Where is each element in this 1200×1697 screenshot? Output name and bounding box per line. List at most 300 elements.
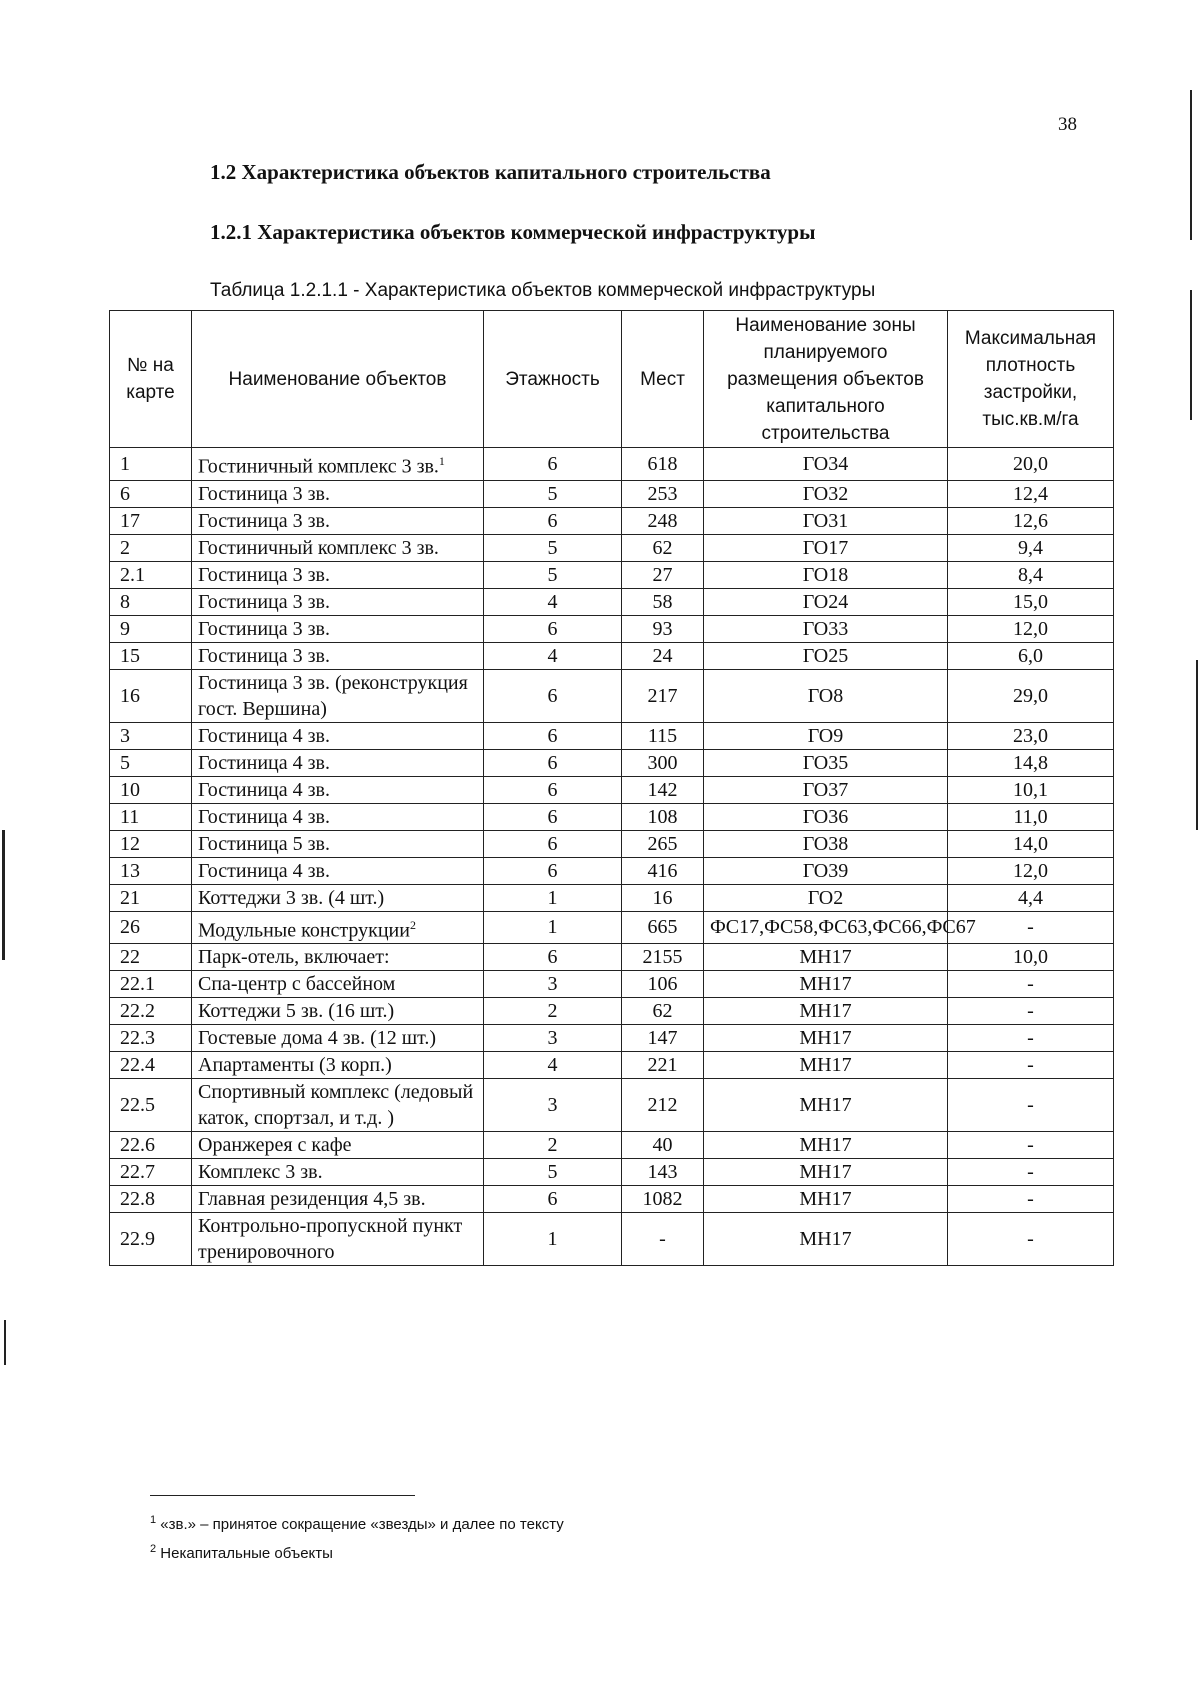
table-row: [110, 1213, 1114, 1266]
cell-text: Комплекс 3 зв.: [198, 1161, 323, 1184]
table-cell: [704, 722, 948, 749]
cell-text: 22.2: [120, 1000, 155, 1023]
cell-text: 4: [547, 1054, 558, 1077]
table-cell: [110, 507, 192, 534]
table-cell: [192, 1132, 484, 1159]
table-cell: [622, 722, 704, 749]
table-cell: [704, 1186, 948, 1213]
table-row: [110, 588, 1114, 615]
table-cell: [948, 1052, 1114, 1079]
cell-text: ГО34: [802, 452, 849, 475]
table-cell: [110, 480, 192, 507]
table-cell: [704, 1025, 948, 1052]
table-cell: [948, 480, 1114, 507]
table-cell: [192, 588, 484, 615]
table-cell: [110, 722, 192, 749]
table-cell: [110, 534, 192, 561]
table-cell: [110, 884, 192, 911]
table-cell: [704, 1052, 948, 1079]
cell-text: 15,0: [1013, 590, 1048, 613]
cell-text: 20,0: [1013, 452, 1048, 475]
cell-text: 248: [647, 509, 678, 532]
table-cell: [484, 1025, 622, 1052]
cell-text: -: [1027, 1228, 1034, 1251]
cell-text: -: [1027, 916, 1034, 939]
cell-text: 6: [547, 452, 558, 475]
table-cell: [622, 971, 704, 998]
table-row: [110, 971, 1114, 998]
page-number: 38: [1058, 114, 1077, 135]
table-cell: [484, 1079, 622, 1132]
table-cell: [704, 480, 948, 507]
table-cell: [110, 1159, 192, 1186]
table-cell: [484, 998, 622, 1025]
table-cell: [622, 642, 704, 669]
table-cell: [484, 615, 622, 642]
column-header: Наименование зоны планируемого размещения объектов капитального строительства: [704, 311, 948, 448]
table-cell: [110, 642, 192, 669]
table-cell: [484, 857, 622, 884]
table-cell: [948, 1079, 1114, 1132]
scan-edge-mark: [1190, 90, 1192, 240]
table-cell: [484, 588, 622, 615]
cell-text: -: [1027, 1094, 1034, 1117]
cell-text: -: [1027, 1161, 1034, 1184]
table-row: [110, 1052, 1114, 1079]
table-cell: [622, 884, 704, 911]
cell-text: 16: [652, 886, 673, 909]
table-cell: [110, 971, 192, 998]
table-row: [110, 1159, 1114, 1186]
cell-text: 12,6: [1013, 509, 1048, 532]
table-cell: [484, 1132, 622, 1159]
cell-text: 4,4: [1018, 886, 1043, 909]
table-cell: [704, 615, 948, 642]
table-cell: [948, 448, 1114, 481]
table-cell: [622, 749, 704, 776]
column-header: Максимальная плотность застройки, тыс.кв.м/га: [948, 311, 1114, 448]
cell-text: 143: [647, 1161, 678, 1184]
cell-text: МН17: [799, 973, 852, 996]
footnote-text: «зв.» – принятое сокращение «звезды» и далее по тексту: [156, 1516, 564, 1533]
table-cell: [110, 1186, 192, 1213]
table-cell: [192, 911, 484, 944]
table-cell: [484, 448, 622, 481]
column-header: № на карте: [110, 311, 192, 448]
table-row: [110, 480, 1114, 507]
table-cell: [110, 911, 192, 944]
cell-text: Гостиница 4 зв.: [198, 805, 330, 828]
cell-text: 22: [120, 946, 140, 969]
footnote-mark: 1: [150, 1514, 157, 1526]
table-cell: [622, 669, 704, 722]
table-cell: [110, 561, 192, 588]
table-header-row: [110, 311, 1114, 448]
table-cell: [704, 749, 948, 776]
table-cell: [192, 480, 484, 507]
cell-text: 3: [547, 1094, 558, 1117]
footnotes: [150, 1495, 564, 1566]
table-cell: [192, 1025, 484, 1052]
cell-text: ГО18: [802, 563, 849, 586]
cell-text: Гостиничный комплекс 3 зв.: [198, 536, 439, 559]
cell-text: 5: [547, 536, 558, 559]
cell-text: ГО17: [802, 536, 849, 559]
cell-text: 5: [547, 1161, 558, 1184]
cell-text: 21: [120, 886, 140, 909]
table-cell: [192, 998, 484, 1025]
table-cell: [484, 534, 622, 561]
cell-text: 16: [120, 684, 140, 707]
table-cell: [622, 507, 704, 534]
cell-text: 4: [547, 590, 558, 613]
cell-text: 22.4: [120, 1054, 155, 1077]
cell-text: 6: [547, 778, 558, 801]
cell-text: 8: [120, 590, 130, 613]
table-cell: [704, 561, 948, 588]
table-row: [110, 561, 1114, 588]
footnote-divider: [150, 1495, 415, 1496]
cell-text: -: [1027, 1188, 1034, 1211]
table-cell: [948, 561, 1114, 588]
cell-text: 14,8: [1013, 751, 1048, 774]
table-cell: [192, 749, 484, 776]
cell-text: Гостиница 5 зв.: [198, 832, 330, 855]
table-cell: [484, 884, 622, 911]
table-cell: [948, 1159, 1114, 1186]
table-cell: [704, 971, 948, 998]
cell-text: 10,0: [1013, 946, 1048, 969]
table-cell: [484, 507, 622, 534]
cell-text: 2: [547, 1000, 558, 1023]
table-cell: [622, 561, 704, 588]
table-row: [110, 1186, 1114, 1213]
table-cell: [110, 944, 192, 971]
table-cell: [622, 998, 704, 1025]
table-cell: [192, 1213, 484, 1266]
cell-text: МН17: [799, 1188, 852, 1211]
cell-text: 13: [120, 859, 140, 882]
table-cell: [622, 911, 704, 944]
column-header: Этажность: [484, 311, 622, 448]
cell-text: ГО36: [802, 805, 849, 828]
cell-text: 212: [647, 1094, 678, 1117]
subsection-heading: 1.2.1 Характеристика объектов коммерческой инфраструктуры: [210, 220, 816, 244]
cell-text: ГО2: [807, 886, 844, 909]
cell-text: ГО37: [802, 778, 849, 801]
table-cell: [110, 588, 192, 615]
cell-text: 24: [652, 644, 673, 667]
cell-text: 1: [547, 1228, 558, 1251]
table-row: [110, 944, 1114, 971]
table-cell: [192, 448, 484, 481]
cell-text: 6: [547, 859, 558, 882]
cell-text: ГО9: [807, 724, 844, 747]
cell-text: Гостиница 3 зв.: [198, 563, 330, 586]
cell-text: 265: [647, 832, 678, 855]
table-cell: [622, 1132, 704, 1159]
cell-text: Оранжерея с кафе: [198, 1134, 352, 1157]
cell-text: 26: [120, 916, 140, 939]
cell-text: 12: [120, 832, 140, 855]
cell-text: МН17: [799, 1161, 852, 1184]
cell-text: 29,0: [1013, 684, 1048, 707]
cell-text: Гостиница 3 зв.: [198, 590, 330, 613]
table-cell: [622, 588, 704, 615]
table-cell: [484, 944, 622, 971]
column-header: Наименование объектов: [192, 311, 484, 448]
table-cell: [110, 857, 192, 884]
footnote-mark: 2: [150, 1543, 157, 1555]
table-cell: [110, 803, 192, 830]
table-cell: [948, 534, 1114, 561]
table-cell: [484, 911, 622, 944]
cell-text: 22.9: [120, 1228, 155, 1251]
table-cell: [622, 1079, 704, 1132]
table-cell: [704, 944, 948, 971]
cell-text: МН17: [799, 1000, 852, 1023]
cell-text: -: [1027, 973, 1034, 996]
cell-text: 6: [547, 751, 558, 774]
table-cell: [192, 830, 484, 857]
footnote-ref: 1: [438, 454, 445, 468]
footnote-ref: 2: [409, 917, 416, 932]
cell-text: ФС17,ФС58,ФС63,ФС66,ФС67: [710, 916, 976, 939]
footnote: [150, 1537, 564, 1566]
table-cell: [622, 534, 704, 561]
cell-text: 108: [647, 805, 678, 828]
table-cell: [484, 722, 622, 749]
table-cell: [110, 998, 192, 1025]
cell-text: 6: [547, 805, 558, 828]
table-cell: [622, 615, 704, 642]
cell-text: 5: [547, 563, 558, 586]
cell-text: 1: [547, 916, 558, 939]
table-cell: [192, 776, 484, 803]
table-cell: [192, 971, 484, 998]
cell-text: Гостиница 3 зв.: [198, 644, 330, 667]
cell-text: 93: [652, 617, 673, 640]
table-cell: [192, 857, 484, 884]
cell-text: 17: [120, 509, 140, 532]
table-cell: [704, 857, 948, 884]
cell-text: 22.6: [120, 1134, 155, 1157]
cell-text: ГО31: [802, 509, 849, 532]
table-cell: [622, 1186, 704, 1213]
scan-edge-mark: [1196, 660, 1198, 830]
scan-edge-mark: [4, 1320, 6, 1365]
table-cell: [704, 669, 948, 722]
cell-text: Гостиница 4 зв.: [198, 859, 330, 882]
table-cell: [622, 830, 704, 857]
cell-text: 40: [652, 1134, 673, 1157]
table-cell: [948, 642, 1114, 669]
table-row: [110, 884, 1114, 911]
table-cell: [948, 1213, 1114, 1266]
cell-text: 9: [120, 617, 130, 640]
table-cell: [704, 1213, 948, 1266]
cell-text: 14,0: [1013, 832, 1048, 855]
table-cell: [948, 749, 1114, 776]
cell-text: 4: [547, 644, 558, 667]
cell-text: ГО25: [802, 644, 849, 667]
table-cell: [484, 669, 622, 722]
column-header: Мест: [622, 311, 704, 448]
table-cell: [948, 803, 1114, 830]
table-cell: [704, 588, 948, 615]
table-cell: [110, 1213, 192, 1266]
table-cell: [484, 642, 622, 669]
cell-text: Апартаменты (3 корп.): [198, 1054, 392, 1077]
cell-text: 6: [547, 684, 558, 707]
table-cell: [192, 944, 484, 971]
table-cell: [192, 669, 484, 722]
cell-text: Гостевые дома 4 зв. (12 шт.): [198, 1027, 437, 1050]
table-cell: [484, 480, 622, 507]
table-cell: [622, 944, 704, 971]
cell-text: 3: [547, 1027, 558, 1050]
table-cell: [704, 998, 948, 1025]
cell-text: 142: [647, 778, 678, 801]
section-heading: 1.2 Характеристика объектов капитального строительства: [210, 160, 771, 184]
cell-text: 1: [547, 886, 558, 909]
table-cell: [704, 1159, 948, 1186]
cell-text: 10: [120, 778, 140, 801]
cell-text: 2: [120, 536, 130, 559]
table-cell: [704, 830, 948, 857]
cell-text: Коттеджи 5 зв. (16 шт.): [198, 1000, 395, 1023]
table-row: [110, 776, 1114, 803]
table-cell: [192, 507, 484, 534]
cell-text: 618: [647, 452, 678, 475]
table-cell: [192, 722, 484, 749]
table-row: [110, 448, 1114, 481]
table-cell: [110, 615, 192, 642]
table-cell: [110, 448, 192, 481]
footnote-list: [150, 1508, 564, 1566]
cell-text: 2: [547, 1134, 558, 1157]
cell-text: МН17: [799, 1054, 852, 1077]
cell-text: 11: [120, 805, 140, 828]
table-row: [110, 998, 1114, 1025]
cell-text: 8,4: [1018, 563, 1043, 586]
cell-text: 12,4: [1013, 482, 1048, 505]
cell-text: 22.1: [120, 973, 155, 996]
cell-text: 221: [647, 1054, 678, 1077]
table-cell: [484, 830, 622, 857]
cell-text: Гостиница 3 зв.: [198, 509, 330, 532]
table-row: [110, 534, 1114, 561]
table-row: [110, 1025, 1114, 1052]
cell-text: -: [1027, 1134, 1034, 1157]
table-cell: [704, 884, 948, 911]
cell-text: 58: [652, 590, 673, 613]
cell-text: МН17: [799, 1027, 852, 1050]
cell-text: 22.5: [120, 1094, 155, 1117]
cell-text: 62: [652, 1000, 673, 1023]
table-cell: [948, 507, 1114, 534]
table-cell: [484, 776, 622, 803]
cell-text: МН17: [799, 1134, 852, 1157]
table-cell: [704, 1079, 948, 1132]
table-cell: [948, 1186, 1114, 1213]
cell-text: -: [1027, 1000, 1034, 1023]
cell-text: 6: [547, 832, 558, 855]
cell-text: 3: [120, 724, 130, 747]
cell-text: МН17: [799, 1094, 852, 1117]
table-row: [110, 749, 1114, 776]
table-cell: [484, 1186, 622, 1213]
cell-text: Спа-центр с бассейном: [198, 973, 396, 996]
cell-text: МН17: [799, 1228, 852, 1251]
cell-text: 9,4: [1018, 536, 1043, 559]
cell-text: 147: [647, 1027, 678, 1050]
cell-text: 15: [120, 644, 140, 667]
table-cell: [948, 998, 1114, 1025]
table-cell: [704, 911, 976, 944]
cell-text: 10,1: [1013, 778, 1048, 801]
table-cell: [948, 776, 1114, 803]
cell-text: 6: [547, 946, 558, 969]
cell-text: Гостиница 4 зв.: [198, 751, 330, 774]
table-cell: [622, 857, 704, 884]
table-row: [110, 911, 1114, 944]
table-row: [110, 507, 1114, 534]
table-cell: [622, 1159, 704, 1186]
cell-text: Коттеджи 3 зв. (4 шт.): [198, 886, 385, 909]
cell-text: 11,0: [1013, 805, 1048, 828]
table-cell: [704, 1132, 948, 1159]
cell-text: 300: [647, 751, 678, 774]
table-cell: [484, 971, 622, 998]
table-row: [110, 722, 1114, 749]
table-row: [110, 1132, 1114, 1159]
table-cell: [192, 884, 484, 911]
cell-text: 6: [547, 724, 558, 747]
table-cell: [704, 803, 948, 830]
table-cell: [622, 448, 704, 481]
cell-text: 3: [547, 973, 558, 996]
table-cell: [704, 448, 948, 481]
table-cell: [948, 1025, 1114, 1052]
table-row: [110, 642, 1114, 669]
cell-text: 22.3: [120, 1027, 155, 1050]
cell-text: Гостиница 3 зв. (реконструкция гост. Вершина): [198, 671, 468, 720]
table-cell: [622, 776, 704, 803]
cell-text: 5: [120, 751, 130, 774]
scan-edge-mark: [1190, 290, 1192, 420]
cell-text: Главная резиденция 4,5 зв.: [198, 1188, 426, 1211]
cell-text: 22.8: [120, 1188, 155, 1211]
cell-text: ГО39: [802, 859, 849, 882]
table-cell: [484, 561, 622, 588]
cell-text: -: [1027, 1027, 1034, 1050]
cell-text: 665: [647, 916, 678, 939]
table-row: [110, 1079, 1114, 1132]
table-cell: [484, 1213, 622, 1266]
table-cell: [484, 749, 622, 776]
table-cell: [110, 1132, 192, 1159]
cell-text: Спортивный комплекс (ледовый каток, спортзал, и т.д. ): [198, 1081, 474, 1130]
cell-text: ГО33: [802, 617, 849, 640]
cell-text: 6,0: [1018, 644, 1043, 667]
table-cell: [948, 857, 1114, 884]
table-cell: [948, 830, 1114, 857]
table-row: [110, 857, 1114, 884]
cell-text: 106: [647, 973, 678, 996]
footnote: [150, 1508, 564, 1537]
table-cell: [622, 1025, 704, 1052]
